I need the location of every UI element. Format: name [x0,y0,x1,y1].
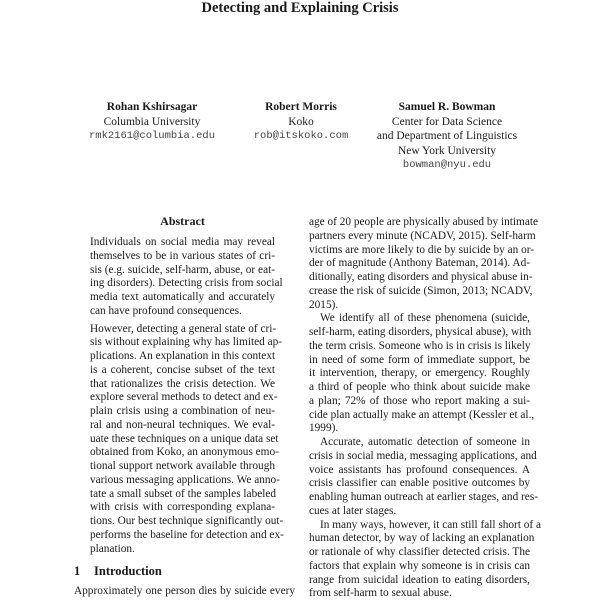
abstract-body [90,236,275,560]
text-line: enabling human outreach at earlier stages, and res- [309,491,530,505]
author-affiliation: Center for Data Science [347,115,547,130]
paragraph [309,436,530,519]
text-line: range from suicidal ideation to eating disorders, [309,574,530,588]
text-line: age of 20 people are physically abused by intimate [309,216,530,230]
text-line: 2015). [309,299,530,313]
text-line: voice assistants has profound consequences. A [309,464,530,478]
author-email: rmk2161@columbia.edu [52,129,252,144]
author-affiliation: New York University [347,144,547,159]
text-line: ditionally, eating disorders and physical abuse in- [309,271,530,285]
author-email: rob@itskoko.com [201,129,401,144]
text-line: the term crisis. Someone who is in crisis is likely [309,340,530,354]
text-line: Accurate, automatic detection of someone in [309,436,530,450]
section-heading [74,564,162,579]
author-name: Robert Morris [201,100,401,115]
paragraph [309,216,530,312]
text-line: planation. [90,543,275,557]
text-line: is a coherent, concise subset of the text [90,364,275,378]
text-line: However, detecting a general state of cri- [90,323,275,337]
text-line: sis (e.g. suicide, self-harm, abuse, or eat- [90,264,275,278]
text-line: 1999). [309,422,530,436]
intro-body [74,585,295,599]
text-line: tional support network available through [90,460,275,474]
text-line: crisis in social media, messaging applications, and [309,450,530,464]
author-affiliation: Koko [201,115,401,130]
text-line: performs the baseline for detection and ex- [90,529,275,543]
text-line: it intervention, therapy, or emergency. Roughly [309,367,530,381]
text-line: self-harm, eating disorders, physical abuse), with [309,326,530,340]
text-line: that rationalizes the crisis detection. We [90,378,275,392]
text-line: We identify all of these phenomena (suicide, [309,312,530,326]
text-line: sis without explaining why has limited ap- [90,336,275,350]
author-email: bowman@nyu.edu [347,158,547,173]
author-affiliation: Columbia University [52,115,252,130]
text-line: uate these techniques on a unique data set [90,433,275,447]
paper-title: Detecting and Explaining Crisis [0,0,600,17]
text-line: with crisis with corresponding explana- [90,501,275,515]
text-line: obtained from Koko, an anonymous emo- [90,446,275,460]
text-line: ing disorders). Detecting crisis from social [90,277,275,291]
text-line: from self-harm to sexual abuse. [309,587,530,601]
paragraph [90,236,275,319]
text-line: ral and non-neural techniques. We eval- [90,419,275,433]
text-line: crease the risk of suicide (Simon, 2013; NCADV, [309,285,530,299]
text-line: tions. Our best technique significantly out- [90,515,275,529]
right-column-body [309,216,530,601]
text-line: plain crisis using a combination of neu- [90,405,275,419]
text-line: themselves to be in various states of cri- [90,250,275,264]
text-line: cide plan actually make an attempt (Kessler et al., [309,409,530,423]
paragraph [309,312,530,436]
text-line: a plan; 72% of those who report making a sui- [309,395,530,409]
text-line: Approximately one person dies by suicide every [74,585,295,599]
text-line: can have profound consequences. [90,305,275,319]
section-number: 1 [74,564,94,579]
text-line: Individuals on social media may reveal [90,236,275,250]
author-name: Samuel R. Bowman [347,100,547,115]
text-line: a third of people who think about suicide make [309,381,530,395]
author-affiliation: and Department of Linguistics [347,129,547,144]
text-line: plications. An explanation in this context [90,350,275,364]
text-line: factors that explain why someone is in crisis can [309,560,530,574]
text-line: or rationale of why classifier detected crisis. The [309,546,530,560]
paragraph [309,519,530,601]
text-line: cues at later stages. [309,505,530,519]
author-name: Rohan Kshirsagar [52,100,252,115]
text-line: der of magnitude (Anthony Bateman, 2014). Ad- [309,257,530,271]
text-line: human detector, by way of lacking an explanation [309,532,530,546]
text-line: explore several methods to detect and ex- [90,391,275,405]
text-line: victims are more likely to die by suicide by an or- [309,244,530,258]
text-line: partners every minute (NCADV, 2015). Self-harm [309,230,530,244]
text-line: crisis classifier can enable positive outcomes by [309,477,530,491]
abstract-heading: Abstract [90,214,275,229]
paragraph [90,323,275,557]
text-line: tate a small subset of the samples labeled [90,488,275,502]
text-line: various messaging applications. We anno- [90,474,275,488]
section-title: Introduction [94,564,162,578]
text-line: In many ways, however, it can still fall short of a [309,519,530,533]
text-line: media text automatically and accurately [90,291,275,305]
text-line: in need of some form of immediate support, be [309,354,530,368]
author-block [347,100,547,173]
